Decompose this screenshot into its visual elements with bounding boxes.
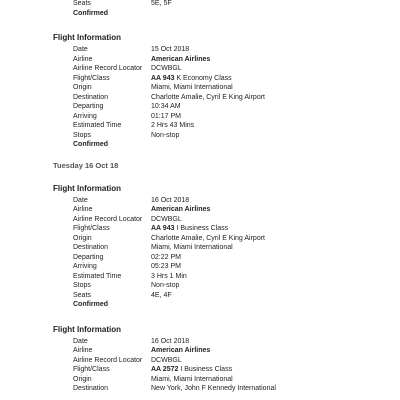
- field-value: 02:22 PM: [151, 253, 181, 261]
- flight-information-heading: Flight Information: [53, 324, 121, 334]
- field-label: Airline Record Locator: [73, 65, 143, 72]
- field-value: American Airlines: [151, 55, 211, 63]
- field-value: Miami, Miami International: [151, 244, 233, 251]
- field-label: Destination: [73, 93, 109, 101]
- field-label: Airline Record Locator: [73, 215, 143, 223]
- stops-row: [0, 281, 400, 291]
- flight-number: AA 2572: [151, 366, 179, 373]
- confirmed-row: [0, 300, 400, 310]
- seats-row: [0, 291, 400, 301]
- departing-row: [0, 102, 400, 112]
- field-value: [151, 224, 228, 234]
- field-label: Arriving: [73, 263, 97, 270]
- field-value: 15 Oct 2018: [151, 46, 190, 53]
- seats-row: [0, 0, 400, 9]
- field-label: Seats: [73, 0, 91, 7]
- confirmed-status: Confirmed: [73, 141, 108, 148]
- flight-class-row: [0, 224, 400, 234]
- locator-row: [0, 356, 400, 366]
- field-value: 5E, 5F: [151, 0, 172, 7]
- field-label: Stops: [73, 282, 91, 289]
- field-value: Miami, Miami International: [151, 84, 233, 91]
- class-name: I Business Class: [176, 225, 229, 232]
- flight-number: AA 943: [151, 225, 175, 232]
- field-value: DCWBGL: [151, 65, 182, 72]
- confirmed-status: Confirmed: [73, 301, 108, 308]
- locator-row: [0, 64, 400, 74]
- field-label: Origin: [73, 375, 92, 383]
- field-value: Non-stop: [151, 282, 180, 289]
- class-name: I Business Class: [180, 366, 233, 373]
- airline-row: [0, 205, 400, 215]
- destination-row: [0, 384, 400, 394]
- field-value: 05:23 PM: [151, 263, 181, 270]
- field-label: Estimated Time: [73, 272, 122, 280]
- estimated-time-row: [0, 272, 400, 282]
- field-label: Date: [73, 46, 88, 53]
- field-label: Seats: [73, 291, 91, 299]
- field-label: Estimated Time: [73, 122, 122, 129]
- origin-row: [0, 375, 400, 385]
- field-label: Airline: [73, 206, 93, 213]
- confirmed-row: [0, 9, 400, 19]
- field-label: Airline: [73, 55, 93, 63]
- flight-class-row: [0, 74, 400, 84]
- field-value: New York, John F Kennedy International: [151, 385, 276, 392]
- field-label: Destination: [73, 244, 109, 251]
- date-row: [0, 337, 400, 347]
- airline-row: [0, 346, 400, 356]
- field-value: Charlotte Amalie, Cyril E King Airport: [151, 234, 265, 242]
- origin-row: [0, 83, 400, 93]
- field-value: DCWBGL: [151, 215, 182, 223]
- field-value: American Airlines: [151, 347, 211, 354]
- confirmed-status: Confirmed: [73, 9, 108, 17]
- field-value: 01:17 PM: [151, 112, 181, 120]
- field-value: Miami, Miami International: [151, 375, 233, 383]
- field-label: Departing: [73, 253, 104, 261]
- field-value: Charlotte Amalie, Cyril E King Airport: [151, 93, 265, 101]
- field-value: 3 Hrs 1 Min: [151, 272, 187, 280]
- field-value: 4E, 4F: [151, 291, 172, 299]
- field-label: Arriving: [73, 112, 97, 120]
- field-value: Non-stop: [151, 131, 180, 139]
- confirmed-row: [0, 140, 400, 150]
- day-header: Tuesday 16 Oct 18: [53, 160, 119, 170]
- field-label: Flight/Class: [73, 366, 110, 373]
- field-label: Destination: [73, 385, 109, 392]
- field-label: Stops: [73, 131, 91, 139]
- locator-row: [0, 215, 400, 225]
- field-label: Origin: [73, 234, 92, 242]
- estimated-time-row: [0, 121, 400, 131]
- class-name: K Economy Class: [176, 74, 232, 82]
- arriving-row: [0, 112, 400, 122]
- field-value: DCWBGL: [151, 356, 182, 364]
- field-label: Airline Record Locator: [73, 356, 143, 364]
- field-value: 16 Oct 2018: [151, 196, 190, 204]
- flight-information-heading: Flight Information: [53, 33, 121, 42]
- destination-row: [0, 243, 400, 253]
- stops-row: [0, 131, 400, 141]
- field-value: 10:34 AM: [151, 103, 181, 110]
- airline-row: [0, 55, 400, 65]
- field-value: [151, 365, 232, 375]
- field-value: 2 Hrs 43 Mins: [151, 122, 195, 129]
- origin-row: [0, 234, 400, 244]
- field-value: American Airlines: [151, 206, 211, 213]
- flight-class-row: [0, 365, 400, 375]
- date-row: [0, 196, 400, 206]
- field-label: Flight/Class: [73, 74, 110, 82]
- field-value: 16 Oct 2018: [151, 337, 190, 345]
- field-label: Departing: [73, 103, 104, 110]
- destination-row: [0, 93, 400, 103]
- flight-information-heading: Flight Information: [53, 183, 121, 193]
- date-row: [0, 45, 400, 55]
- field-label: Airline: [73, 347, 93, 354]
- field-label: Date: [73, 337, 88, 345]
- field-label: Origin: [73, 84, 92, 91]
- arriving-row: [0, 262, 400, 272]
- flight-number: AA 943: [151, 74, 175, 82]
- field-value: [151, 74, 232, 84]
- field-label: Flight/Class: [73, 225, 110, 232]
- departing-row: [0, 253, 400, 263]
- field-label: Date: [73, 196, 88, 204]
